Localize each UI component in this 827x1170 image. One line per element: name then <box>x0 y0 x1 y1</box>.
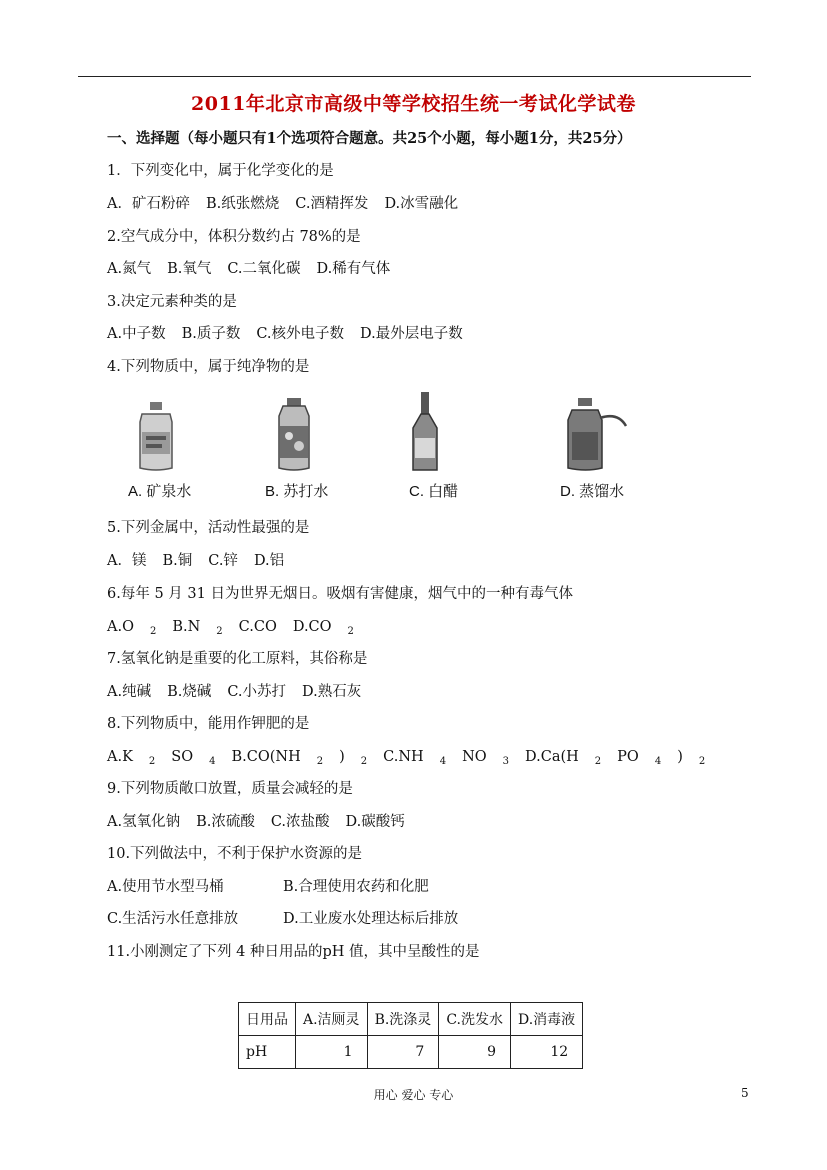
white-vinegar-bottle <box>405 392 525 502</box>
page-title: 2011年北京市高级中等学校招生统一考试化学试卷 <box>191 93 636 115</box>
option: C.二氧化碳 <box>227 261 301 277</box>
option: A.K $_2$ SO $_4$ <box>107 749 216 767</box>
table-cell: A.洁厕灵 <box>296 1003 368 1036</box>
option: A．镁 <box>107 553 147 569</box>
option: D.CO $_2$ <box>292 619 354 637</box>
option: C.锌 <box>208 553 238 569</box>
option: C.小苏打 <box>227 684 287 700</box>
question-2: 2.空气成分中，体积分数约占 78%的是 <box>107 229 361 245</box>
question-1: 1．下列变化中，属于化学变化的是 <box>107 163 334 179</box>
mineral-water-bottle <box>120 392 240 502</box>
bottle-d-label: D. 蒸馏水 <box>560 483 625 500</box>
bottle-c-label: C. 白醋 <box>409 483 459 500</box>
option: B.N $_2$ <box>172 619 223 637</box>
option: D.最外层电子数 <box>360 326 463 342</box>
option: C.CO <box>238 619 277 635</box>
distilled-water-bottle <box>560 392 680 502</box>
table-cell: pH <box>239 1036 296 1069</box>
question-7-options <box>107 682 361 702</box>
question-7: 7.氢氧化钠是重要的化工原料，其俗称是 <box>107 651 368 667</box>
option: C.生活污水任意排放 <box>107 911 239 927</box>
option: B.CO(NH $_2$ ) $_2$ <box>231 749 368 767</box>
table-cell: D.消毒液 <box>510 1003 582 1036</box>
page-number: 5 <box>741 1086 749 1100</box>
option: A.氮气 <box>107 261 152 277</box>
question-2-options <box>107 259 390 279</box>
option: B.浓硫酸 <box>196 814 255 830</box>
table-cell: C.洗发水 <box>439 1003 511 1036</box>
question-6-options <box>107 617 354 642</box>
option: A.使用节水型马桶 <box>107 879 224 895</box>
option: B.质子数 <box>181 326 241 342</box>
question-3-options <box>107 324 463 344</box>
question-8: 8.下列物质中，能用作钾肥的是 <box>107 716 310 732</box>
option: D.碳酸钙 <box>345 814 405 830</box>
table-row <box>239 1036 583 1069</box>
question-4: 4.下列物质中，属于纯净物的是 <box>107 359 310 375</box>
bottle-a-label: A. 矿泉水 <box>128 483 192 500</box>
option: D.工业废水处理达标后排放 <box>283 911 459 927</box>
option: C.NH $_4$ NO $_3$ <box>383 749 510 767</box>
bottle-images <box>120 392 640 502</box>
question-5-options <box>107 551 284 571</box>
option: B.铜 <box>162 553 193 569</box>
option: B.烧碱 <box>167 684 212 700</box>
table-cell: 7 <box>367 1036 439 1069</box>
question-9-options <box>107 812 405 832</box>
question-8-options <box>107 747 705 772</box>
ph-table <box>238 1002 583 1069</box>
option: A.中子数 <box>107 326 166 342</box>
table-cell: 日用品 <box>239 1003 296 1036</box>
table-cell: 12 <box>510 1036 582 1069</box>
question-6: 6.每年 5 月 31 日为世界无烟日。吸烟有害健康，烟气中的一种有毒气体 <box>107 586 573 602</box>
option: A.O $_2$ <box>107 619 157 637</box>
option: D.冰雪融化 <box>384 196 459 212</box>
question-10: 10.下列做法中，不利于保护水资源的是 <box>107 846 363 862</box>
option: A.氢氧化钠 <box>107 814 181 830</box>
question-1-options <box>107 194 458 214</box>
option: C.酒精挥发 <box>295 196 369 212</box>
table-header-row <box>239 1003 583 1036</box>
question-9: 9.下列物质敞口放置，质量会减轻的是 <box>107 781 353 797</box>
option: D.Ca(H $_2$ PO $_4$ ) $_2$ <box>525 749 706 767</box>
option: B.纸张燃烧 <box>205 196 280 212</box>
table-cell: 9 <box>439 1036 511 1069</box>
table-cell: B.洗涤灵 <box>367 1003 439 1036</box>
option: A.纯碱 <box>107 684 152 700</box>
bottle-b-label: B. 苏打水 <box>265 483 329 500</box>
option: D.铝 <box>253 553 285 569</box>
option: B.氧气 <box>167 261 212 277</box>
table-cell: 1 <box>296 1036 368 1069</box>
bottle-c-icon <box>405 392 445 477</box>
bottle-b-icon <box>265 392 325 477</box>
page-footer: 用心 爱心 专心 <box>373 1088 454 1102</box>
header-rule <box>78 76 751 77</box>
question-3: 3.决定元素种类的是 <box>107 294 237 310</box>
option: A．矿石粉碎 <box>107 196 190 212</box>
bottle-d-icon <box>560 392 635 477</box>
option: B.合理使用农药和化肥 <box>283 879 429 895</box>
question-11: 11.小刚测定了下列 4 种日用品的pH 值，其中呈酸性的是 <box>107 944 480 960</box>
soda-water-bottle <box>265 392 385 502</box>
option: C.浓盐酸 <box>270 814 330 830</box>
question-5: 5.下列金属中，活动性最强的是 <box>107 520 310 536</box>
option: D.稀有气体 <box>316 261 391 277</box>
option: C.核外电子数 <box>256 326 345 342</box>
section-heading: 一、选择题（每小题只有1个选项符合题意。共25个小题，每小题1分，共25分） <box>107 130 632 147</box>
bottle-a-icon <box>120 392 190 477</box>
option: D.熟石灰 <box>302 684 362 700</box>
